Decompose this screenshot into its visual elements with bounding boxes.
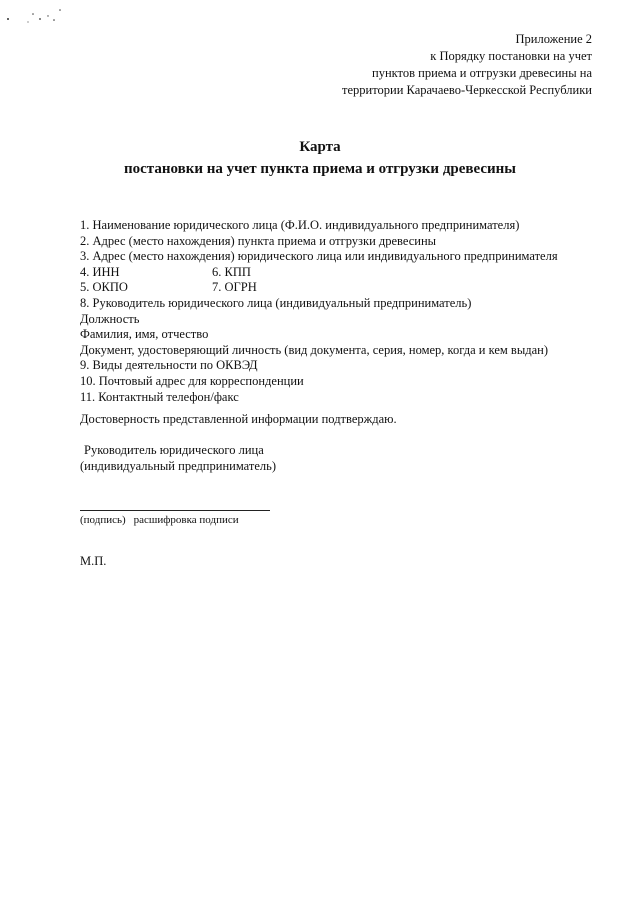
field-okpo: 5. ОКПО [80, 280, 128, 295]
confirmation-statement: Достоверность представленной информации подтверждаю. [80, 412, 397, 426]
signatory-line-1: Руководитель юридического лица [84, 443, 264, 457]
field-phone-fax: 11. Контактный телефон/факс [80, 389, 239, 404]
appendix-line: территории Карачаево-Черкесской Республики [342, 83, 592, 97]
title-line-1: Карта [299, 139, 341, 155]
field-inn: 4. ИНН [80, 264, 120, 279]
appendix-header [342, 31, 592, 99]
signature-line [80, 510, 270, 511]
title-line-2: постановки на учет пункта приема и отгрузки древесины [123, 161, 517, 177]
field-full-name: Фамилия, имя, отчество [80, 327, 209, 342]
appendix-line: к Порядку постановки на учет [430, 49, 592, 63]
field-okved: 9. Виды деятельности по ОКВЭД [80, 358, 258, 373]
field-point-address: 2. Адрес (место нахождения) пункта приема и отгрузки древесины [80, 233, 437, 248]
scan-specks [0, 0, 80, 40]
field-organization-name: 1. Наименование юридического лица (Ф.И.О. индивидуального предпринимателя) [80, 218, 520, 232]
form-fields [80, 218, 600, 405]
field-postal-address: 10. Почтовый адрес для корреспонденции [80, 373, 304, 388]
field-position: Должность [80, 311, 140, 326]
document-title [0, 136, 640, 180]
appendix-line: Приложение 2 [515, 32, 592, 46]
field-ogrn: 7. ОГРН [212, 280, 257, 295]
stamp-placeholder: М.П. [80, 554, 107, 568]
signature-caption [80, 513, 247, 527]
signature-decoding-label: расшифровка подписи [133, 514, 239, 526]
signatory-block [80, 442, 276, 474]
field-okpo-ogrn-row [80, 280, 600, 296]
field-legal-address: 3. Адрес (место нахождения) юридического лица или индивидуального предпринимателя [80, 249, 558, 264]
field-head: 8. Руководитель юридического лица (индивидуальный предприниматель) [80, 295, 472, 310]
field-id-document: Документ, удостоверяющий личность (вид документа, серия, номер, когда и кем выдан) [80, 342, 548, 357]
signatory-line-2: (индивидуальный предприниматель) [80, 459, 276, 473]
field-inn-kpp-row [80, 265, 600, 281]
appendix-line: пунктов приема и отгрузки древесины на [372, 66, 592, 80]
field-kpp: 6. КПП [212, 264, 251, 279]
signature-label: (подпись) [80, 514, 126, 526]
